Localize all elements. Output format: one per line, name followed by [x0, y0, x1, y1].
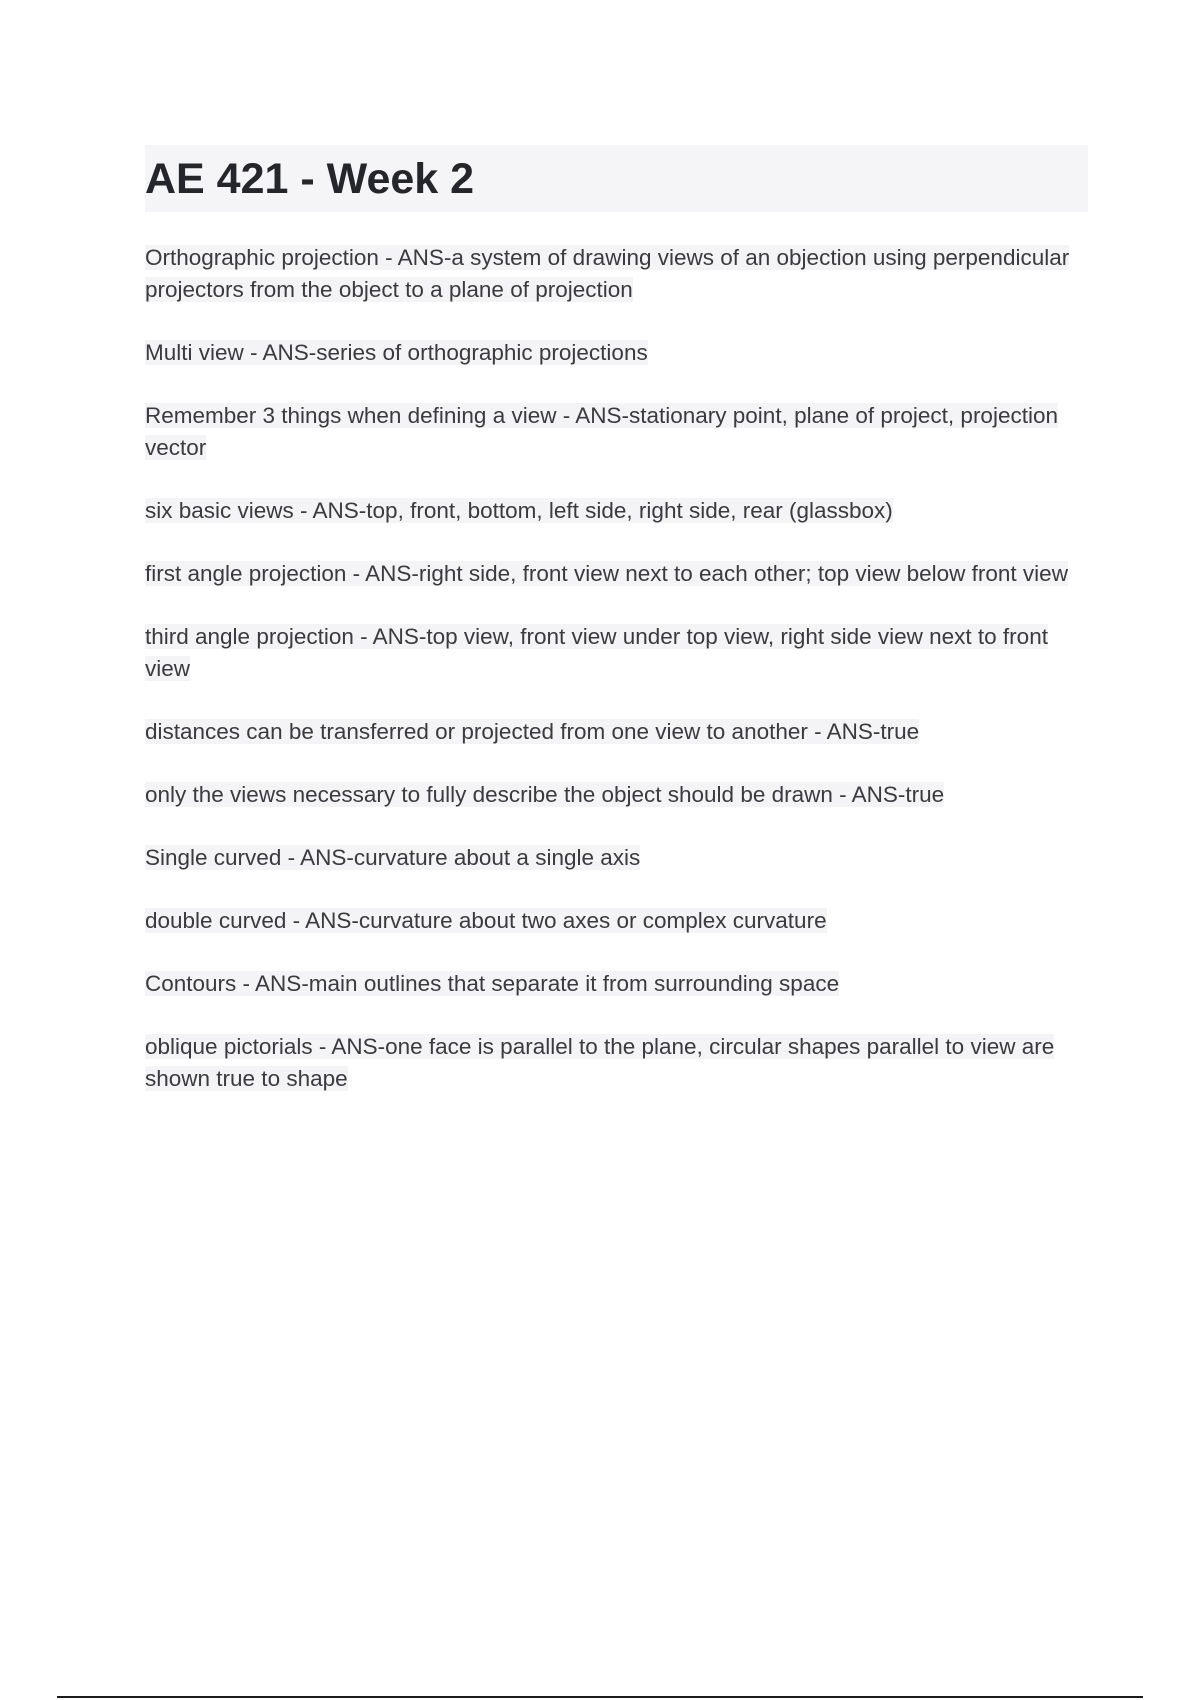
- entry-text: oblique pictorials - ANS-one face is parallel to the plane, circular shapes parallel to view are shown true to shape: [145, 1034, 1055, 1091]
- list-item: [145, 621, 1090, 685]
- entry-text: Orthographic projection - ANS-a system of drawing views of an objection using perpendicular projectors from the object to a plane of projection: [145, 245, 1070, 302]
- entry-text: distances can be transferred or projected from one view to another - ANS-true: [145, 719, 920, 744]
- entry-text: first angle projection - ANS-right side, front view next to each other; top view below front view: [145, 561, 1068, 586]
- entry-text: Single curved - ANS-curvature about a single axis: [145, 845, 641, 870]
- list-item: [145, 842, 1090, 874]
- page-title: AE 421 - Week 2: [145, 155, 475, 203]
- list-item: [145, 779, 1090, 811]
- entry-text: Multi view - ANS-series of orthographic projections: [145, 340, 648, 365]
- entry-text: double curved - ANS-curvature about two axes or complex curvature: [145, 908, 827, 933]
- entry-list: [145, 242, 1090, 1126]
- list-item: [145, 716, 1090, 748]
- list-item: [145, 337, 1090, 369]
- entry-text: Contours - ANS-main outlines that separate it from surrounding space: [145, 971, 840, 996]
- entry-text: only the views necessary to fully describe the object should be drawn - ANS-true: [145, 782, 945, 807]
- page-divider: [57, 1696, 1143, 1698]
- list-item: [145, 495, 1090, 527]
- list-item: [145, 1031, 1090, 1095]
- list-item: [145, 558, 1090, 590]
- list-item: [145, 242, 1090, 306]
- list-item: [145, 905, 1090, 937]
- title-block: [145, 145, 1088, 212]
- entry-text: third angle projection - ANS-top view, front view under top view, right side view next to front view: [145, 624, 1048, 681]
- list-item: [145, 968, 1090, 1000]
- entry-text: Remember 3 things when defining a view - ANS-stationary point, plane of project, projection vector: [145, 403, 1058, 460]
- entry-text: six basic views - ANS-top, front, bottom, left side, right side, rear (glassbox): [145, 498, 893, 523]
- list-item: [145, 400, 1090, 464]
